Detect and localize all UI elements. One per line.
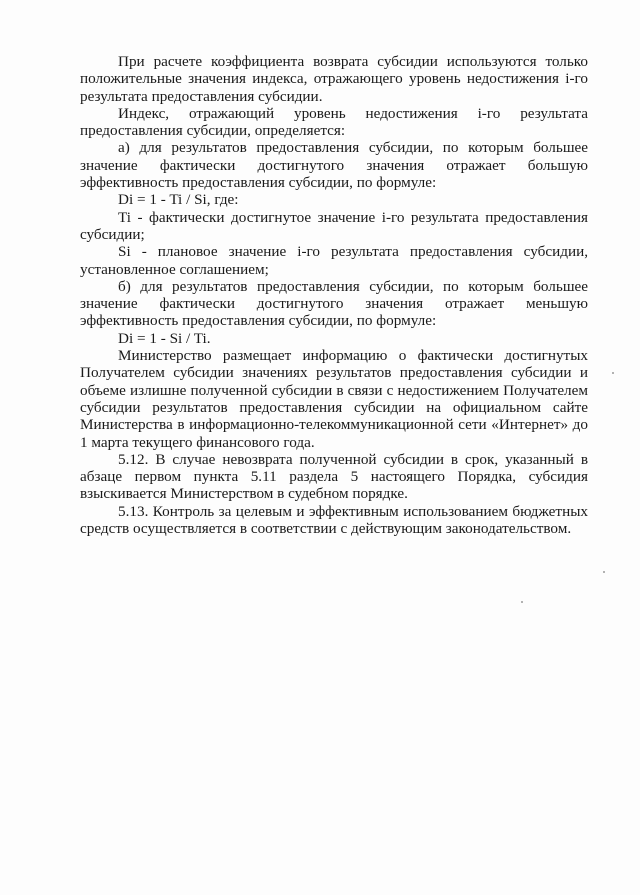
scan-speck	[612, 372, 614, 374]
scan-speck	[521, 601, 523, 603]
paragraph-5-13: 5.13. Контроль за целевым и эффективным использованием бюджетных средств осуществляется в соответствии с действующим законодательством.	[80, 502, 588, 538]
document-text	[80, 53, 588, 537]
paragraph-5-12: 5.12. В случае невозврата полученной субсидии в срок, указанный в абзаце первом пункта 5.11 раздела 5 настоящего Порядка, субсидия взыскивается Министерством в судебном порядке.	[80, 450, 588, 503]
paragraph-case-a: а) для результатов предоставления субсидии, по которым большее значение фактически достигнутого значения отражает большую эффективность предоставления субсидии, по формуле:	[80, 139, 588, 192]
paragraph-si-definition: Si - плановое значение i-го результата предоставления субсидии, установленное соглашением;	[80, 243, 588, 278]
paragraph-ministry-publication: Министерство размещает информацию о фактически достигнутых Получателем субсидии значениях результатов предоставления субсидии и объеме излишне полученной субсидии в связи с недостижением Получателем субсидии результатов предоставления субсидии на официальном сайте Министерства в информационно-телекоммуникационной сети «Интернет» до 1 марта текущего финансового года.	[80, 347, 588, 451]
scan-speck	[603, 571, 605, 573]
formula-a: Di = 1 - Ti / Si, где:	[118, 191, 239, 209]
paragraph-ti-definition: Ti - фактически достигнутое значение i-го результата предоставления субсидии;	[80, 208, 588, 243]
formula-b: Di = 1 - Si / Ti.	[118, 329, 211, 347]
paragraph-case-b: б) для результатов предоставления субсидии, по которым большее значение фактически достигнутого значения отражает меньшую эффективность предоставления субсидии, по формуле:	[80, 277, 588, 330]
paragraph-index-definition: Индекс, отражающий уровень недостижения i-го результата предоставления субсидии, определяется:	[80, 104, 588, 140]
paragraph-refund-coefficient: При расчете коэффициента возврата субсидии используются только положительные значения индекса, отражающего уровень недостижения i-го результата предоставления субсидии.	[80, 53, 588, 105]
